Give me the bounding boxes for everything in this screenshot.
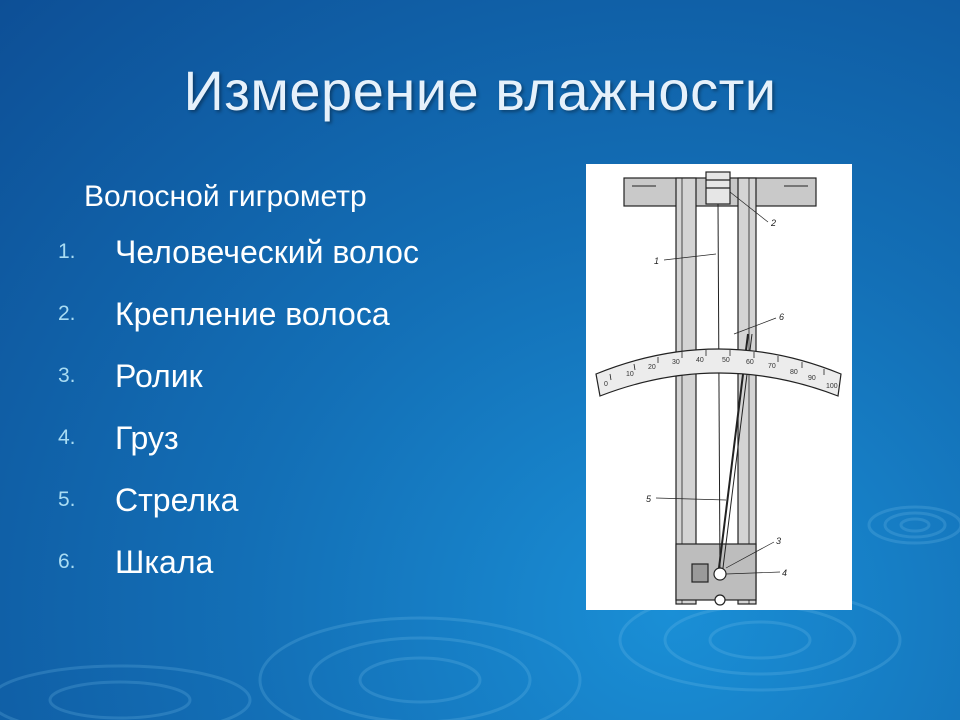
list-item-number: 2. [58,302,76,325]
list-item-number: 1. [58,240,76,263]
list-item-label: Стрелка [115,482,239,518]
list-item [58,292,455,336]
scale-tick-20: 20 [648,364,656,371]
component-list [58,230,455,602]
scale-tick-40: 40 [696,357,704,364]
list-item-label: Шкала [115,544,214,580]
list-item [58,540,455,584]
hygrometer-diagram-icon [586,164,852,610]
list-item-label: Ролик [115,358,203,394]
scale-tick-50: 50 [722,357,730,364]
callout-4: 4 [782,568,788,578]
list-item-number: 3. [58,364,76,387]
callout-6: 6 [779,312,785,322]
slide-title: Измерение влажности [183,59,777,122]
callout-5: 5 [646,494,652,504]
list-item-label: Человеческий волос [115,234,419,270]
left-rail [676,178,696,604]
callout-2: 2 [771,218,777,228]
list-item-number: 4. [58,426,76,449]
scale-tick-100: 100 [826,383,838,390]
scale-tick-60: 60 [746,359,754,366]
list-item-number: 6. [58,550,76,573]
list-item [58,354,455,398]
list-item [58,478,455,522]
list-item-label: Груз [115,420,179,456]
slide-subtitle: Волосной гигрометр [84,180,367,213]
list-item-number: 5. [58,488,76,511]
list-item-label: Крепление волоса [115,296,390,332]
scale-tick-0: 0 [604,381,608,388]
list-item [58,416,455,460]
hygrometer-figure [586,164,852,610]
roller [714,568,726,580]
callout-3: 3 [776,536,782,546]
scale-tick-30: 30 [672,359,680,366]
scale-tick-70: 70 [768,363,776,370]
scale-tick-90: 90 [808,375,816,382]
hair-line [718,204,720,574]
scale-tick-10: 10 [626,371,634,378]
weight [692,564,708,582]
callout-1: 1 [654,256,660,266]
scale-tick-80: 80 [790,369,798,376]
list-item [58,230,455,274]
